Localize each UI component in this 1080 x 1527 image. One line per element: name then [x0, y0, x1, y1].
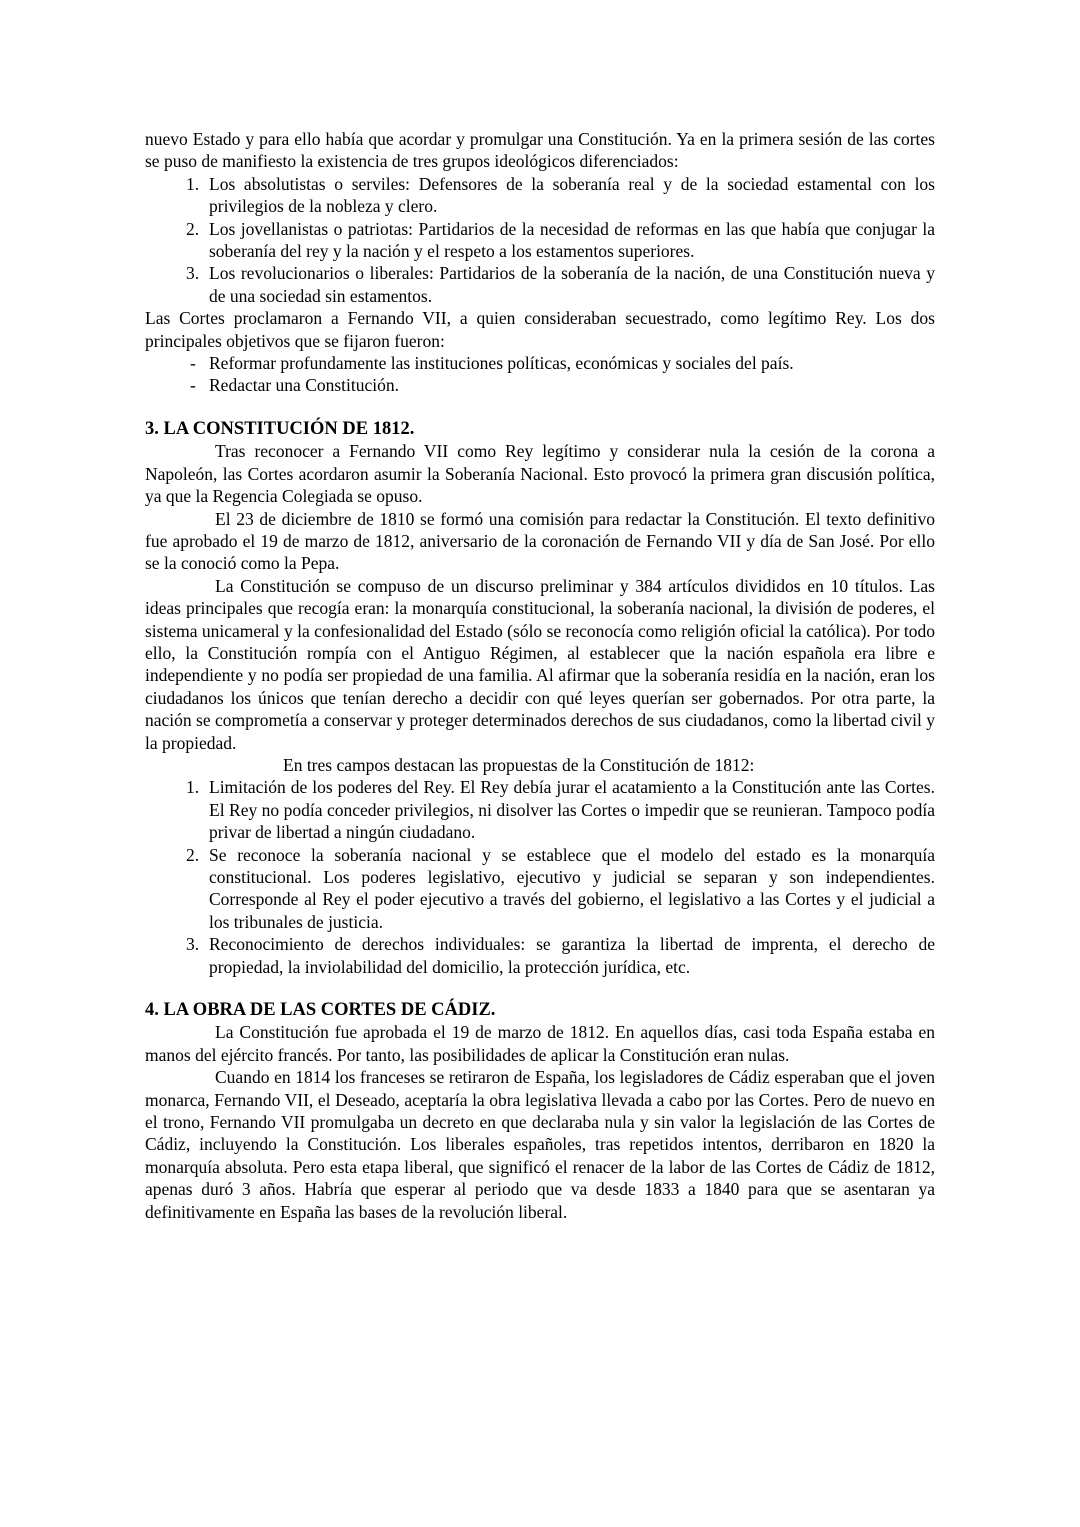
list-item-text: Los absolutistas o serviles: Defensores de la soberanía real y de la sociedad estamental con los privilegios de la nobleza y clero.	[209, 173, 935, 217]
list-item	[145, 352, 935, 374]
section-4-paragraph: La Constitución fue aprobada el 19 de marzo de 1812. En aquellos días, casi toda España estaba en manos del ejército francés. Por tanto, las posibilidades de aplicar la Constitución eran nulas.	[145, 1022, 935, 1065]
ideological-groups-list	[145, 173, 935, 307]
list-number: 2.	[186, 218, 200, 239]
list-item	[145, 933, 935, 978]
list-item	[145, 374, 935, 396]
list-item-text: Se reconoce la soberanía nacional y se establece que el modelo del estado es la monarquía constitucional. Los poderes legislativo, ejecutivo y judicial se separan y son independientes. Corresponde al Rey el poder ejecutivo a través del gobierno, el legislativo a las Cortes y el judicial a los tribunales de justicia.	[209, 844, 935, 932]
list-number: 1.	[186, 777, 200, 798]
cortes-paragraph: Las Cortes proclamaron a Fernando VII, a quien consideraban secuestrado, como legítimo Rey. Los dos principales objetivos que se fijaron fueron:	[145, 308, 935, 351]
list-number: 3.	[186, 263, 200, 284]
list-item	[145, 218, 935, 263]
section-3-paragraph: La Constitución se compuso de un discurso preliminar y 384 artículos divididos en 10 títulos. Las ideas principales que recogía eran: la monarquía constitucional, la soberanía nacional, la división de poderes, el sistema unicameral y la confesionalidad del Estado (sólo se reconocía como religión oficial la católica). Por todo ello, la Constitución rompía con el Antiguo Régimen, al establecer que la nación española era libre e independiente y no podía ser propiedad de una familia. Al afirmar que la soberanía residía en la nación, eran los ciudadanos los únicos que tenían derecho a decidir con qué leyes querían ser gobernados. Por otra parte, la nación se comprometía a conservar y proteger determinados derechos de sus ciudadanos, como la libertad civil y la propiedad.	[145, 575, 935, 753]
intro-paragraph: nuevo Estado y para ello había que acordar y promulgar una Constitución. Ya en la primera sesión de las cortes se puso de manifiesto la existencia de tres grupos ideológicos diferenciados:	[145, 129, 935, 172]
list-item-text: Redactar una Constitución.	[209, 375, 400, 396]
proposals-intro-paragraph: En tres campos destacan las propuestas de la Constitución de 1812:	[283, 754, 755, 775]
list-number: 3.	[186, 934, 200, 955]
list-dash: -	[190, 375, 196, 396]
list-item-text: Reconocimiento de derechos individuales: se garantiza la libertad de imprenta, el derecho de propiedad, la inviolabilidad del domicilio, la protección jurídica, etc.	[209, 934, 935, 977]
list-item-text: Los revolucionarios o liberales: Partidarios de la soberanía de la nación, de una Constitución nueva y de una sociedad sin estamentos.	[209, 263, 935, 306]
proposals-list	[145, 776, 935, 978]
objectives-list	[145, 352, 935, 397]
text-block	[145, 128, 935, 1223]
section-3-heading: 3. LA CONSTITUCIÓN DE 1812.	[145, 418, 415, 439]
list-item-text: Los jovellanistas o patriotas: Partidarios de la necesidad de reformas en las que había que conjugar la soberanía del rey y la nación y el respeto a los estamentos superiores.	[209, 218, 935, 262]
section-4-heading: 4. LA OBRA DE LAS CORTES DE CÁDIZ.	[145, 1000, 496, 1021]
list-item	[145, 262, 935, 307]
list-number: 1.	[186, 173, 200, 194]
list-item	[145, 173, 935, 218]
list-dash: -	[190, 353, 196, 374]
section-3-paragraph: Tras reconocer a Fernando VII como Rey legítimo y considerar nula la cesión de la corona a Napoleón, las Cortes acordaron asumir la Soberanía Nacional. Esto provocó la primera gran discusión política, ya que la Regencia Colegiada se opuso.	[145, 441, 935, 507]
list-number: 2.	[186, 844, 200, 865]
list-item	[145, 844, 935, 934]
list-item	[145, 776, 935, 843]
list-item-text: Limitación de los poderes del Rey. El Rey debía jurar el acatamiento a la Constitución ante las Cortes. El Rey no podía conceder privilegios, ni disolver las Cortes o impedir que se reunieran. Tampoco podía privar de libertad a ningún ciudadano.	[209, 777, 935, 843]
list-item-text: Reformar profundamente las instituciones políticas, económicas y sociales del país.	[209, 353, 794, 374]
section-4-paragraph: Cuando en 1814 los franceses se retiraron de España, los legisladores de Cádiz esperaban que el joven monarca, Fernando VII, el Deseado, aceptaría la obra legislativa llevada a cabo por las Cortes. Pero de nuevo en el trono, Fernando VII promulgaba un decreto en que declaraba nula y sin valor la legislación de las Cortes de Cádiz, incluyendo la Constitución. Los liberales españoles, tras repetidos intentos, derribaron en 1820 la monarquía absoluta. Pero esta etapa liberal, que significó el renacer de la labor de las Cortes de Cádiz de 1812, apenas duró 3 años. Habría que esperar al periodo que va desde 1833 a 1840 para que se asentaran ya definitivamente en España las bases de la revolución liberal.	[145, 1067, 935, 1222]
section-3-paragraph: El 23 de diciembre de 1810 se formó una comisión para redactar la Constitución. El texto definitivo fue aprobado el 19 de marzo de 1812, aniversario de la coronación de Fernando VII y día de San José. Por ello se la conoció como la Pepa.	[145, 508, 935, 574]
